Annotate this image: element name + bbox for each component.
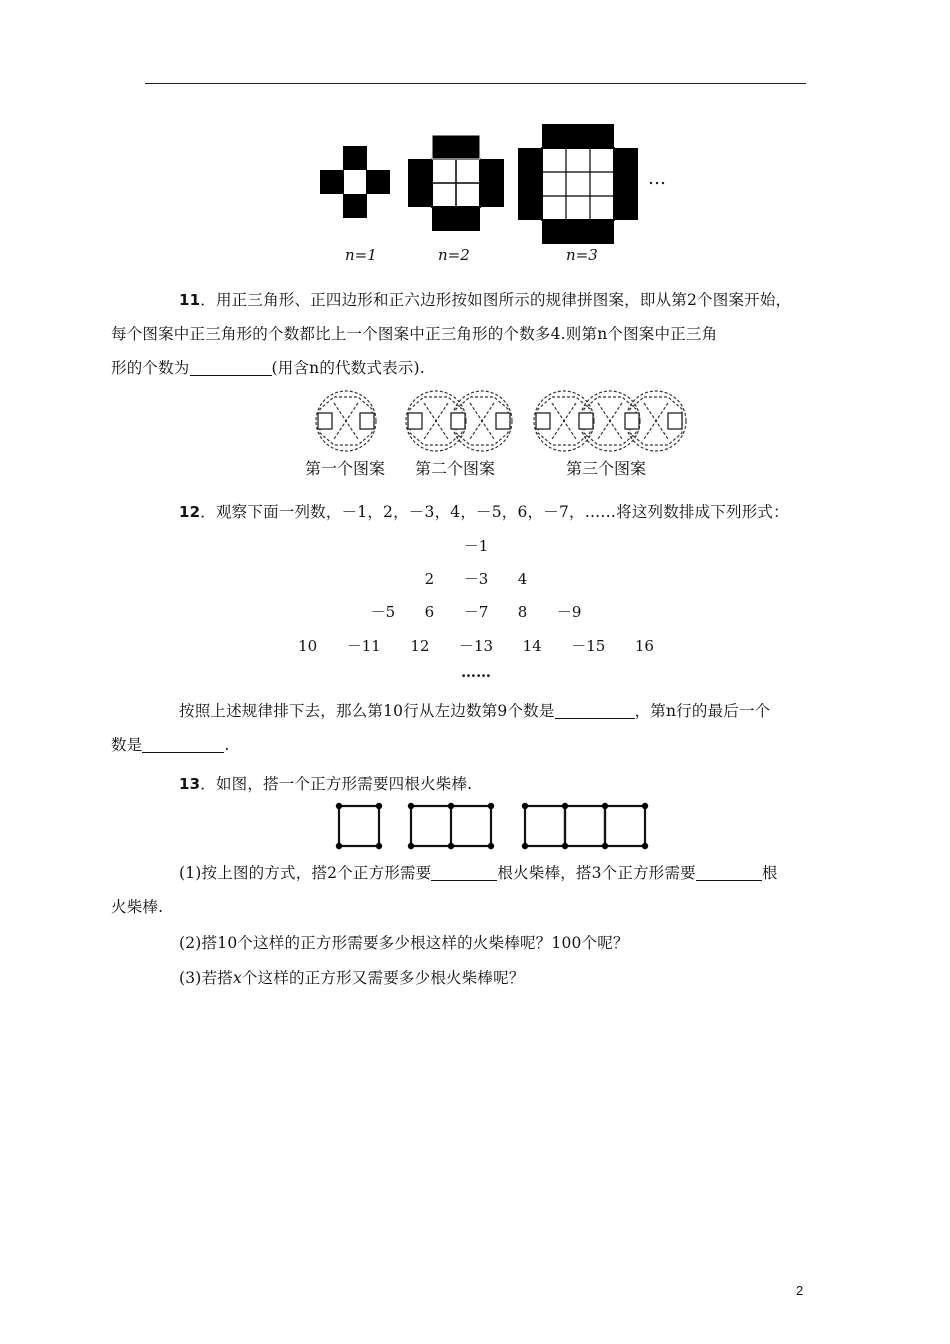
q12-intro-text: ．观察下面一列数，－1，2，－3，4，－5，6，－7，……将这列数排成下列形式：	[200, 503, 789, 521]
q13-part1-d: 火柴棒.	[111, 898, 164, 916]
label-n2: n=2	[438, 246, 470, 264]
label-n1: n=1	[345, 246, 377, 264]
q11-number: 11	[179, 291, 201, 309]
q12-row3: －5 6 －7 8 －9	[370, 603, 582, 621]
q11-line3a: 形的个数为	[111, 359, 190, 377]
matchstick-figure	[330, 800, 660, 852]
q12-intro	[145, 495, 807, 529]
q12-row5: ……	[461, 663, 491, 681]
caption-pattern3: 第三个图案	[566, 459, 647, 478]
q13-part2: (2)搭10个这样的正方形需要多少根这样的火柴棒呢？100个呢？	[179, 934, 629, 952]
tiling-pattern-figure	[316, 389, 686, 455]
q12-number: 12	[179, 503, 201, 521]
q11-text	[111, 283, 807, 385]
q11-line2: 每个图案中正三角形的个数都比上一个图案中正三角形的个数多4.则第n个图案中正三角	[111, 325, 718, 343]
q13-part1-a: (1)按上图的方式，搭2个正方形需要	[179, 864, 432, 882]
pattern-n2	[408, 135, 504, 231]
q12-question	[111, 694, 807, 762]
q13-intro	[145, 767, 807, 801]
q13-part3-a: (3)若搭	[179, 969, 233, 987]
q12-question-part4: .	[224, 736, 230, 754]
q12-question-part3: 数是	[111, 736, 143, 754]
header-rule	[145, 83, 806, 84]
q11-line3b: (用含n的代数式表示).	[271, 359, 425, 377]
cross-pattern-figure	[310, 118, 690, 248]
page-number: 2	[796, 1283, 804, 1298]
q11-answer-blank[interactable]	[190, 359, 272, 376]
q13-variable-x: x	[232, 969, 242, 987]
q12-answer-blank2[interactable]	[142, 736, 224, 753]
pattern-n1	[320, 146, 390, 218]
q13-part3	[145, 961, 807, 995]
q12-question-part2: ，第n行的最后一个	[634, 702, 771, 720]
caption-pattern1: 第一个图案	[305, 459, 386, 478]
q12-question-part1: 按照上述规律排下去，那么第10行从左边数第9个数是	[179, 702, 555, 720]
q13-part1-b: 根火柴棒，搭3个正方形需要	[497, 864, 696, 882]
q11-line1: ．用正三角形、正四边形和正六边形按如图所示的规律拼图案，即从第2个图案开始，	[200, 291, 792, 309]
q13-intro-text: ．如图，搭一个正方形需要四根火柴棒.	[200, 775, 473, 793]
q13-part1	[111, 856, 807, 924]
q13-part3-b: 个这样的正方形又需要多少根火柴棒呢？	[241, 969, 525, 987]
pattern-n3	[518, 124, 638, 244]
q12-row2: 2 －3 4	[424, 570, 528, 588]
q12-row1: －1	[463, 537, 489, 555]
q13-part1-c: 根	[761, 864, 778, 882]
q12-answer-blank1[interactable]	[555, 702, 635, 719]
q13-answer-blank2[interactable]	[696, 864, 762, 881]
ellipsis-top: …	[648, 168, 666, 189]
q12-row4: 10 －11 12 －13 14 －15 16	[298, 637, 654, 655]
label-n3: n=3	[566, 246, 598, 264]
q13-number: 13	[179, 775, 201, 793]
q13-answer-blank1[interactable]	[431, 864, 497, 881]
caption-pattern2: 第二个图案	[415, 459, 496, 478]
